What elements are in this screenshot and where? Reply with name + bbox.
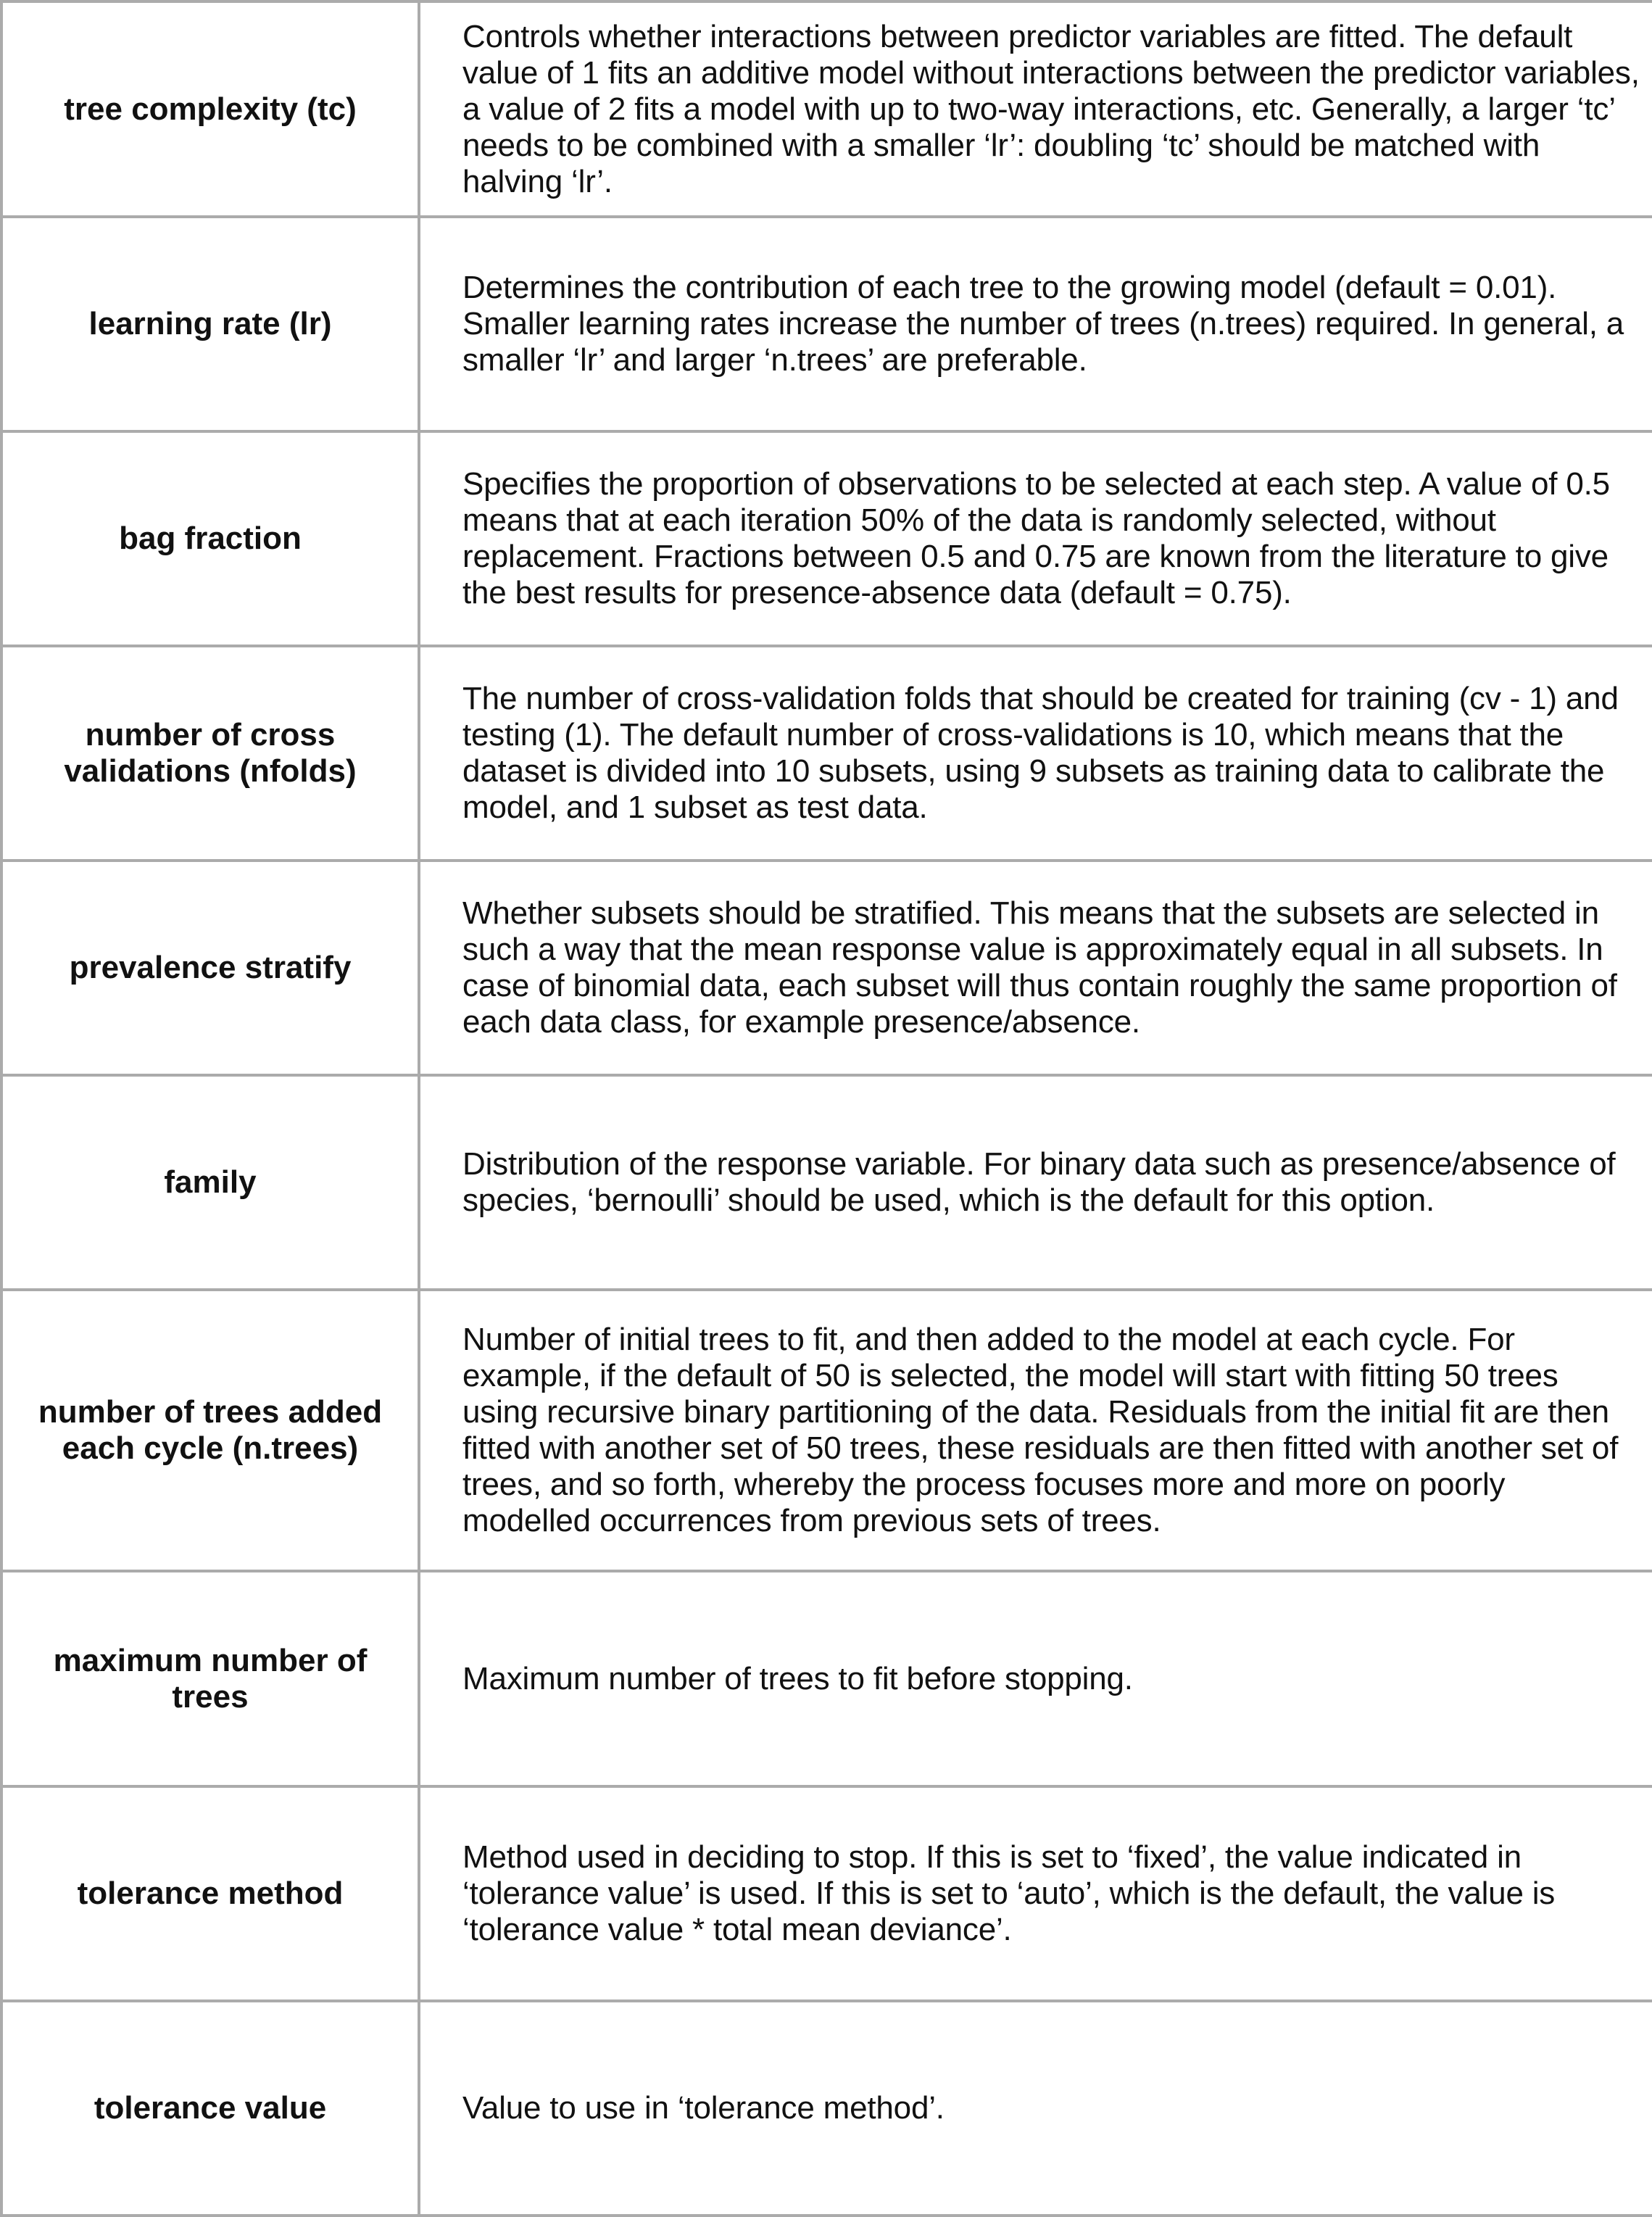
parameter-name: tolerance value [1, 2001, 419, 2216]
parameter-description: Specifies the proportion of observations to be selected at each step. A value of 0.5 means that at each iteration 50% of the data is randomly selected, without replacement. Fractions between 0.5 and 0.75 are known from the literature to give the best results for presence-absence data (default = 0.75). [419, 431, 1652, 646]
table-row [1, 1571, 1652, 1786]
parameter-name: bag fraction [1, 431, 419, 646]
parameter-description: Controls whether interactions between predictor variables are fitted. The default value of 1 fits an additive model without interactions between the predictor variables, a value of 2 fits a model with up to two-way interactions, etc. Generally, a larger ‘tc’ needs to be combined with a smaller ‘lr’: doubling ‘tc’ should be matched with halving ‘lr’. [419, 1, 1652, 217]
table-row [1, 646, 1652, 861]
table-row [1, 431, 1652, 646]
table-row [1, 217, 1652, 431]
table-row [1, 1786, 1652, 2001]
table-row [1, 1, 1652, 217]
parameter-description: Number of initial trees to fit, and then added to the model at each cycle. For example, if the default of 50 is selected, the model will start with fitting 50 trees using recursive binary partitioning of the data. Residuals from the initial fit are then fitted with another set of 50 trees, these residuals are then fitted with another set of trees, and so forth, whereby the process focuses more and more on poorly modelled occurrences from previous sets of trees. [419, 1290, 1652, 1571]
parameter-description: Method used in deciding to stop. If this is set to ‘fixed’, the value indicated in ‘tolerance value’ is used. If this is set to ‘auto’, which is the default, the value is ‘tolerance value * total mean deviance’. [419, 1786, 1652, 2001]
table-row [1, 1075, 1652, 1290]
table-row [1, 1290, 1652, 1571]
parameter-description: Distribution of the response variable. For binary data such as presence/absence of species, ‘bernoulli’ should be used, which is the default for this option. [419, 1075, 1652, 1290]
parameter-name: number of cross validations (nfolds) [1, 646, 419, 861]
parameter-description: Maximum number of trees to fit before stopping. [419, 1571, 1652, 1786]
parameter-name: prevalence stratify [1, 861, 419, 1075]
table-row [1, 861, 1652, 1075]
parameter-name: number of trees added each cycle (n.trees) [1, 1290, 419, 1571]
parameter-name: learning rate (lr) [1, 217, 419, 431]
parameter-description: Whether subsets should be stratified. This means that the subsets are selected in such a way that the mean response value is approximately equal in all subsets. In case of binomial data, each subset will thus contain roughly the same proportion of each data class, for example presence/absence. [419, 861, 1652, 1075]
parameter-description: Determines the contribution of each tree to the growing model (default = 0.01). Smaller learning rates increase the number of trees (n.trees) required. In general, a smaller ‘lr’ and larger ‘n.trees’ are preferable. [419, 217, 1652, 431]
parameter-description: Value to use in ‘tolerance method’. [419, 2001, 1652, 2216]
parameter-name: maximum number of trees [1, 1571, 419, 1786]
parameter-name: tree complexity (tc) [1, 1, 419, 217]
parameter-name: tolerance method [1, 1786, 419, 2001]
table-row [1, 2001, 1652, 2216]
parameter-description: The number of cross-validation folds that should be created for training (cv - 1) and testing (1). The default number of cross-validations is 10, which means that the dataset is divided into 10 subsets, using 9 subsets as training data to calibrate the model, and 1 subset as test data. [419, 646, 1652, 861]
parameter-name: family [1, 1075, 419, 1290]
